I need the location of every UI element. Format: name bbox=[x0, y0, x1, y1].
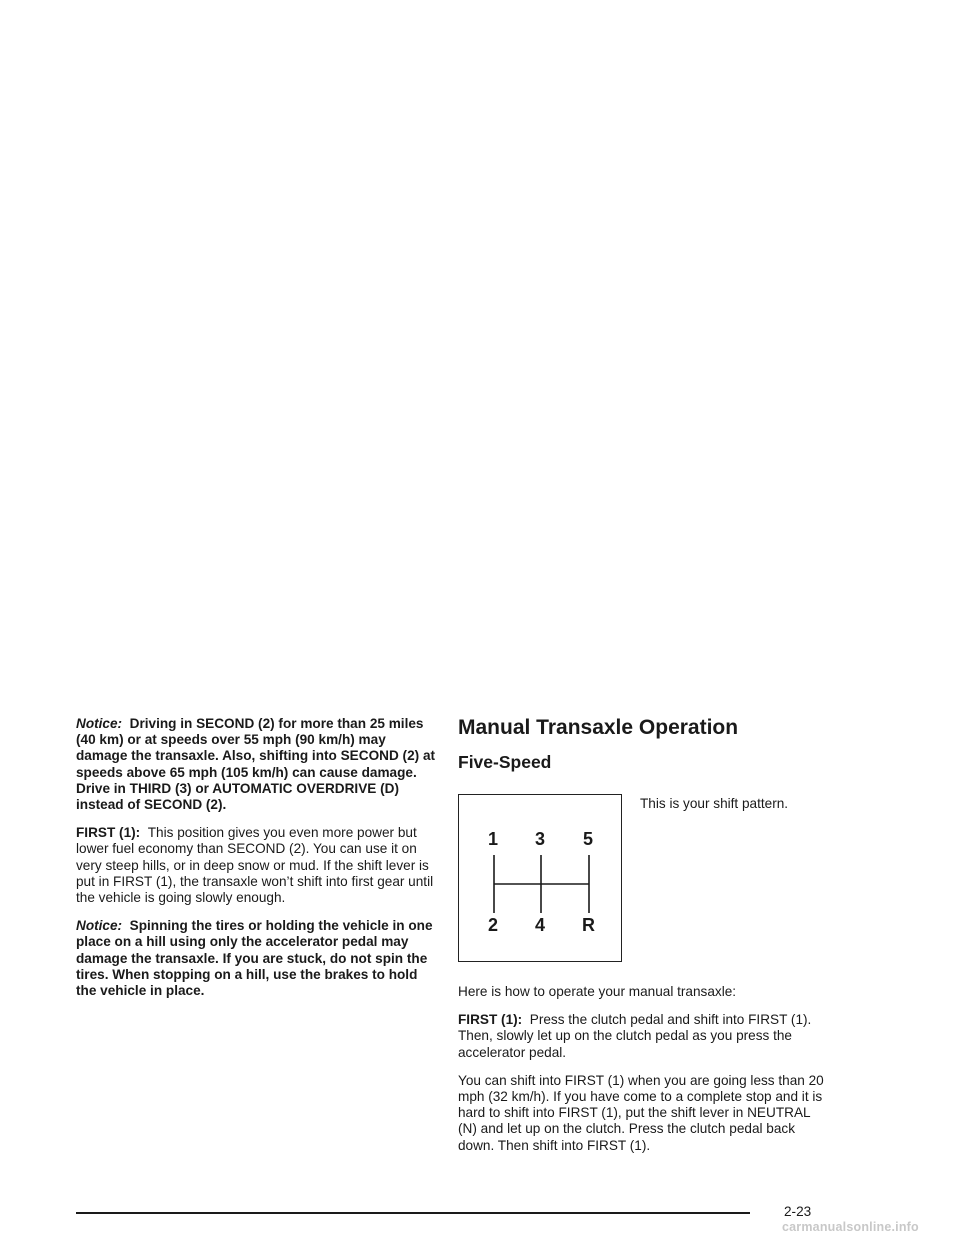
notice-label: Notice: bbox=[76, 918, 123, 934]
footer-rule bbox=[76, 1212, 750, 1214]
gear-5-label: 5 bbox=[583, 829, 594, 849]
section-heading: Manual Transaxle Operation bbox=[458, 716, 739, 739]
first-gear-paragraph bbox=[76, 825, 436, 906]
shift-into-first-paragraph: You can shift into FIRST (1) when you are going less than 20 mph (32 km/h). If you have come to a complete stop and it is hard to shift into FIRST (1), put the shift lever in NEUTRAL (N) and let up on the clutch. Press the clutch pedal back down. Then shift into FIRST (1). bbox=[458, 1072, 824, 1153]
first-gear-label: FIRST (1): bbox=[76, 825, 141, 841]
notice-text: Spinning the tires or holding the vehicle in one place on a hill using only the accelerator pedal may damage the transaxle. If you are stuck, do not spin the tires. When stopping on a hill, use the brakes to hold the vehicle in place. bbox=[76, 918, 433, 999]
notice-second-gear bbox=[76, 716, 436, 813]
gear-reverse-label: R bbox=[582, 915, 595, 935]
page-number: 2-23 bbox=[784, 1204, 812, 1219]
left-column bbox=[76, 716, 436, 1011]
watermark: carmanualsonline.info bbox=[782, 1220, 919, 1234]
operation-text bbox=[458, 984, 830, 1166]
first-gear-text: Press the clutch pedal and shift into FIRST (1). Then, slowly let up on the clutch pedal as you press the accelerator pedal. bbox=[458, 1012, 812, 1060]
intro-paragraph: Here is how to operate your manual transaxle: bbox=[458, 984, 737, 999]
notice-label: Notice: bbox=[76, 716, 123, 731]
shift-pattern-diagram bbox=[458, 794, 622, 962]
gear-4-label: 4 bbox=[535, 915, 546, 935]
notice-text: Driving in SECOND (2) for more than 25 miles (40 km) or at speeds over 55 mph (90 km/h) may damage the transaxle. Also, shifting into SECOND (2) at speeds above 65 mph (105 km/h) can cause damage. Drive in THIRD (3) or AUTOMATIC OVERDRIVE (D) instead of SECOND (2). bbox=[76, 716, 436, 813]
section-subheading: Five-Speed bbox=[458, 752, 552, 772]
first-gear-label: FIRST (1): bbox=[458, 1012, 523, 1028]
notice-spinning-tires bbox=[76, 918, 436, 999]
gear-1-label: 1 bbox=[488, 829, 499, 849]
gear-3-label: 3 bbox=[535, 829, 546, 849]
first-gear-text: This position gives you even more power but lower fuel economy than SECOND (2). You can use it on very steep hills, or in deep snow or mud. If the shift lever is put in FIRST (1), the transaxle won’t shift into first gear until the vehicle is going slowly enough. bbox=[76, 825, 434, 906]
diagram-caption: This is your shift pattern. bbox=[640, 796, 789, 811]
first-gear-instructions bbox=[458, 1012, 830, 1061]
gear-2-label: 2 bbox=[488, 915, 499, 935]
